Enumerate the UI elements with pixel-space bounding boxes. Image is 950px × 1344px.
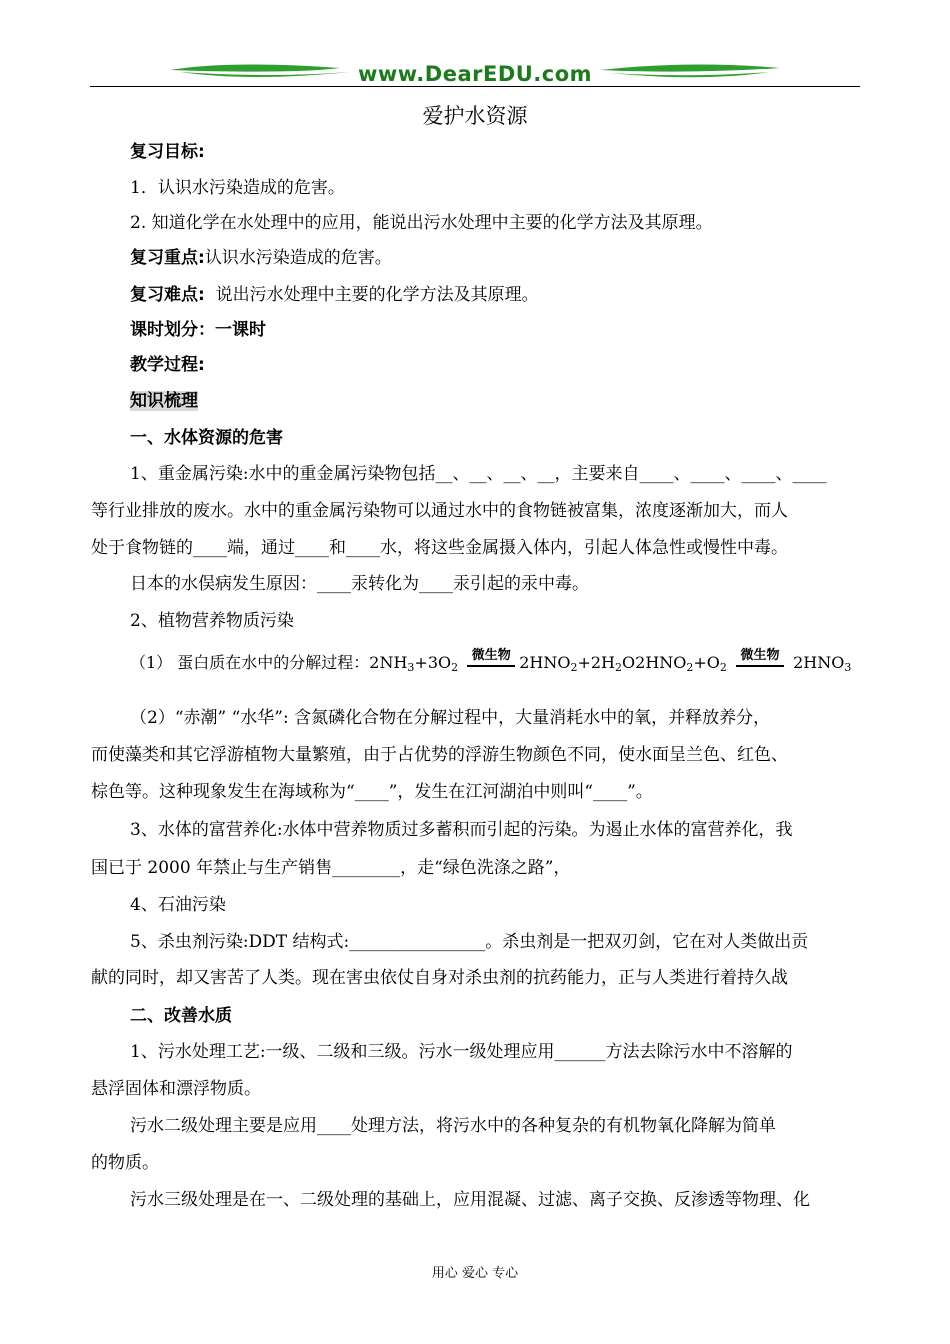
formula-part: 2NH [369, 653, 408, 672]
s1-p1-line1: 1、重金属污染:水中的重金属污染物包括__、__、__、__，主要来自____、____、____、____ [130, 464, 827, 484]
process-label: 教学过程: [130, 355, 205, 375]
s2-p3-line1: 污水三级处理是在一、二级处理的基础上，应用混凝、过滤、离子交换、反渗透等物理、化 [130, 1190, 810, 1210]
formula-sub: 2 [451, 661, 459, 674]
s1-p5: 4、石油污染 [130, 895, 226, 915]
difficulty-label: 复习难点: [130, 285, 205, 305]
difficulty [130, 285, 539, 305]
s1-p2: 2、植物营养物质污染 [130, 611, 294, 631]
review-goal-heading: 复习目标: [130, 142, 205, 162]
formula-part: 2HNO [519, 653, 571, 672]
reaction-condition: 微生物 [471, 647, 511, 663]
goal-2: 2. 知道化学在水处理中的应用，能说出污水处理中主要的化学方法及其原理。 [130, 213, 713, 233]
arrow-bar [467, 665, 515, 667]
page-footer: 用心 爱心 专心 [431, 1266, 519, 1281]
formula-sub: 2 [570, 661, 578, 674]
goal-1: 1．认识水污染造成的危害。 [130, 178, 345, 198]
page-title: 爱护水资源 [422, 104, 528, 128]
formula-sub: 3 [407, 661, 415, 674]
formula-part: O2HNO [622, 653, 687, 672]
formula-part: +2H [577, 653, 616, 672]
formula-sub: 3 [844, 661, 852, 674]
lesson-label: 课时划分：一课时 [130, 320, 266, 340]
s1-p3-line3: 棕色等。这种现象发生在海域称为“____”，发生在江河湖泊中则叫“____”。 [91, 782, 653, 802]
formula-part: +O [693, 653, 720, 672]
s1-p6-line1: 5、杀虫剂污染:DDT 结构式:________________。杀虫剂是一把双刃剑，它在对人类做出贡 [130, 932, 809, 952]
s2-p1-line2: 悬浮固体和漂浮物质。 [91, 1079, 261, 1099]
formula-prefix: （1） 蛋白质在水中的分解过程： [130, 653, 370, 672]
reaction-condition: 微生物 [740, 647, 780, 663]
knowledge-label-text: 知识梳理 [130, 391, 198, 411]
key-point-text: 认识水污染造成的危害。 [204, 248, 392, 268]
reaction-arrow [465, 647, 517, 674]
formula-part: 2HNO [788, 653, 845, 672]
s1-p1-line2: 等行业排放的废水。水中的重金属污染物可以通过水中的食物链被富集，浓度逐渐加大，而人 [91, 501, 788, 521]
formula-sub: 2 [615, 661, 623, 674]
s1-p3-line1: （2）“赤潮” “水华”: 含氮磷化合物在分解过程中，大量消耗水中的氧，并释放养分， [130, 708, 771, 728]
reaction-arrow [734, 647, 786, 674]
s2-p2-line1: 污水二级处理主要是应用____处理方法，将污水中的各种复杂的有机物氧化降解为简单 [130, 1116, 776, 1136]
formula-line [130, 647, 852, 678]
s1-p4-line1: 3、水体的富营养化:水体中营养物质过多蓄积而引起的污染。为遏止水体的富营养化，我 [130, 820, 793, 840]
section2-heading: 二、改善水质 [130, 1006, 232, 1026]
key-point-label: 复习重点: [130, 248, 205, 268]
formula-part: +3O [414, 653, 452, 672]
difficulty-text: 说出污水处理中主要的化学方法及其原理。 [204, 285, 539, 305]
header-divider [90, 86, 860, 87]
s2-p1-line1: 1、污水处理工艺:一级、二级和三级。污水一级处理应用______方法去除污水中不溶解的 [130, 1042, 793, 1062]
formula-sub: 2 [719, 661, 727, 674]
s1-p4-line2: 国已于 2000 年禁止与生产销售________，走“绿色洗涤之路”， [91, 858, 571, 878]
arrow-bar [736, 665, 784, 667]
s1-p6-line2: 献的同时，却又害苦了人类。现在害虫依仗自身对杀虫剂的抗药能力，正与人类进行着持久战 [91, 968, 788, 988]
formula-sub: 2 [686, 661, 694, 674]
s2-p2-line2: 的物质。 [91, 1153, 159, 1173]
knowledge-label [130, 391, 198, 411]
key-point [130, 248, 392, 268]
s1-p1-line3: 处于食物链的____端，通过____和____水，将这些金属摄入体内，引起人体急性或慢性中毒。 [91, 538, 788, 558]
page-header [90, 58, 860, 90]
section1-heading: 一、水体资源的危害 [130, 428, 283, 448]
s1-p3-line2: 而使藻类和其它浮游植物大量繁殖，由于占优势的浮游生物颜色不同，使水面呈兰色、红色、 [91, 745, 788, 765]
s1-p1-line4: 日本的水俣病发生原因：____汞转化为____汞引起的汞中毒。 [130, 574, 589, 594]
site-logo[interactable]: www.DearEDU.com [357, 62, 593, 86]
